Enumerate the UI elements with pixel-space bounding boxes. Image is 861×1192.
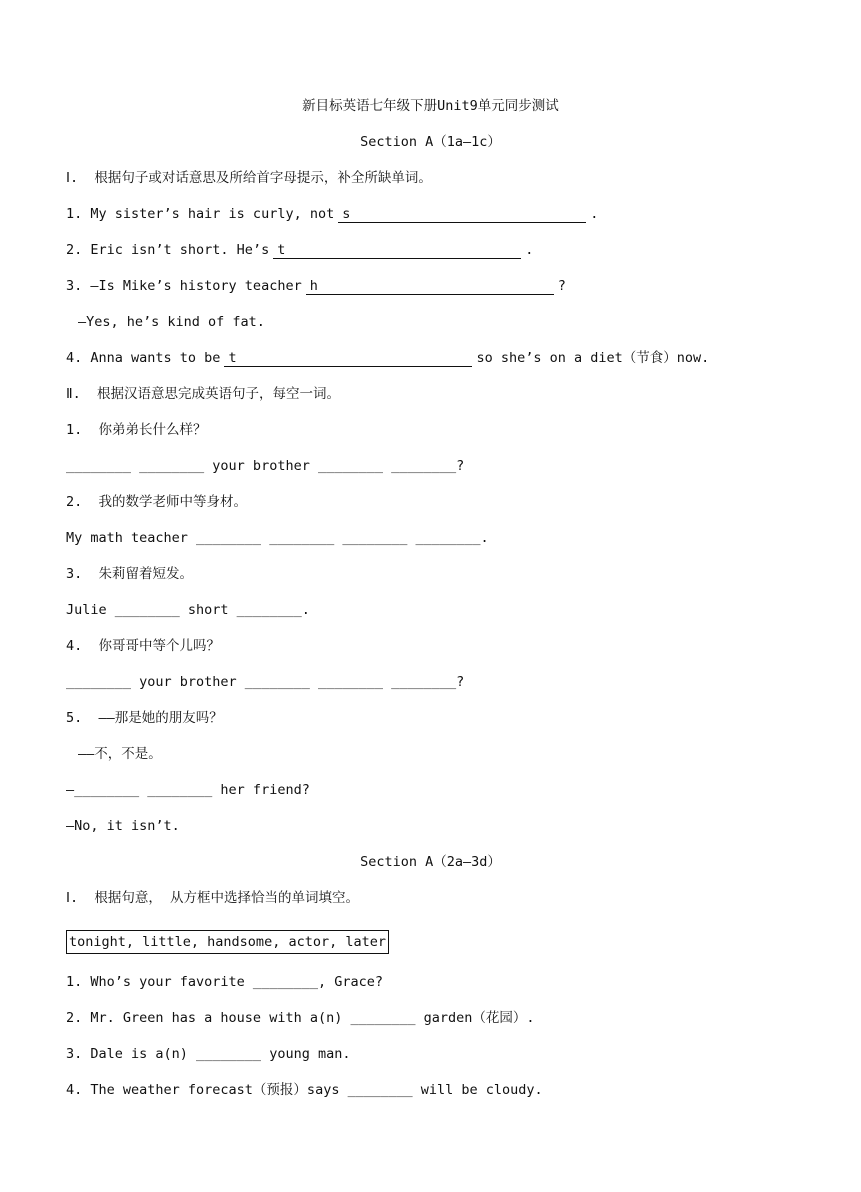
part1-question-1 <box>66 204 598 224</box>
part1-question-3-answer: —Yes, he’s kind of fat. <box>78 314 265 330</box>
section-heading-1a-1c: Section A（1a—1c） <box>360 134 501 150</box>
question-text: so she’s on a diet（节食）now. <box>476 350 710 366</box>
part2-question-1-chinese: 1. 你弟弟长什么样？ <box>66 422 207 438</box>
part2-question-1-english[interactable]: ________ ________ your brother ________ ________? <box>66 458 465 474</box>
part2-question-5-chinese: 5. ——那是她的朋友吗？ <box>66 710 223 726</box>
part3-question-3[interactable]: 3. Dale is a(n) ________ young man. <box>66 1046 351 1062</box>
part2-question-3-english[interactable]: Julie ________ short ________. <box>66 602 310 618</box>
part3-question-4[interactable]: 4. The weather forecast（预报）says ________ will be cloudy. <box>66 1082 543 1098</box>
answer-blank[interactable]: t <box>224 350 472 367</box>
part1-question-4 <box>66 348 709 368</box>
question-text: ? <box>557 278 566 294</box>
answer-blank[interactable]: t <box>273 242 521 259</box>
part2-question-2-chinese: 2. 我的数学老师中等身材。 <box>66 494 248 510</box>
part1-question-3 <box>66 276 566 296</box>
part3-question-2[interactable]: 2. Mr. Green has a house with a(n) ________ garden（花园）. <box>66 1010 535 1026</box>
document-title: 新目标英语七年级下册Unit9单元同步测试 <box>302 98 559 114</box>
part2-question-5-english-answer: —No, it isn’t. <box>66 818 180 834</box>
part3-heading: Ⅰ. 根据句意， 从方框中选择恰当的单词填空。 <box>66 890 359 906</box>
part2-question-4-english[interactable]: ________ your brother ________ ________ ________? <box>66 674 465 690</box>
question-text: 4. Anna wants to be <box>66 350 221 366</box>
part2-question-5-english[interactable]: —________ ________ her friend? <box>66 782 310 798</box>
question-text: . <box>590 206 599 222</box>
part2-question-3-chinese: 3. 朱莉留着短发。 <box>66 566 194 582</box>
part2-question-5-chinese-answer: ——不，不是。 <box>78 746 162 762</box>
part2-question-4-chinese: 4. 你哥哥中等个儿吗？ <box>66 638 221 654</box>
section-heading-2a-3d: Section A（2a—3d） <box>360 854 501 870</box>
question-text: 1. My sister’s hair is curly, not <box>66 206 335 222</box>
answer-blank[interactable]: s <box>338 206 586 223</box>
part3-question-1[interactable]: 1. Who’s your favorite ________, Grace? <box>66 974 383 990</box>
answer-blank[interactable]: h <box>306 278 554 295</box>
part1-question-2 <box>66 240 533 260</box>
part1-heading: Ⅰ. 根据句子或对话意思及所给首字母提示，补全所缺单词。 <box>66 170 432 186</box>
part2-heading: Ⅱ. 根据汉语意思完成英语句子，每空一词。 <box>66 386 341 402</box>
question-text: 2. Eric isn’t short. He’s <box>66 242 270 258</box>
part2-question-2-english[interactable]: My math teacher ________ ________ ________ ________. <box>66 530 489 546</box>
word-bank-box: tonight, little, handsome, actor, later <box>66 930 389 954</box>
question-text: . <box>525 242 534 258</box>
question-text: 3. —Is Mike’s history teacher <box>66 278 302 294</box>
